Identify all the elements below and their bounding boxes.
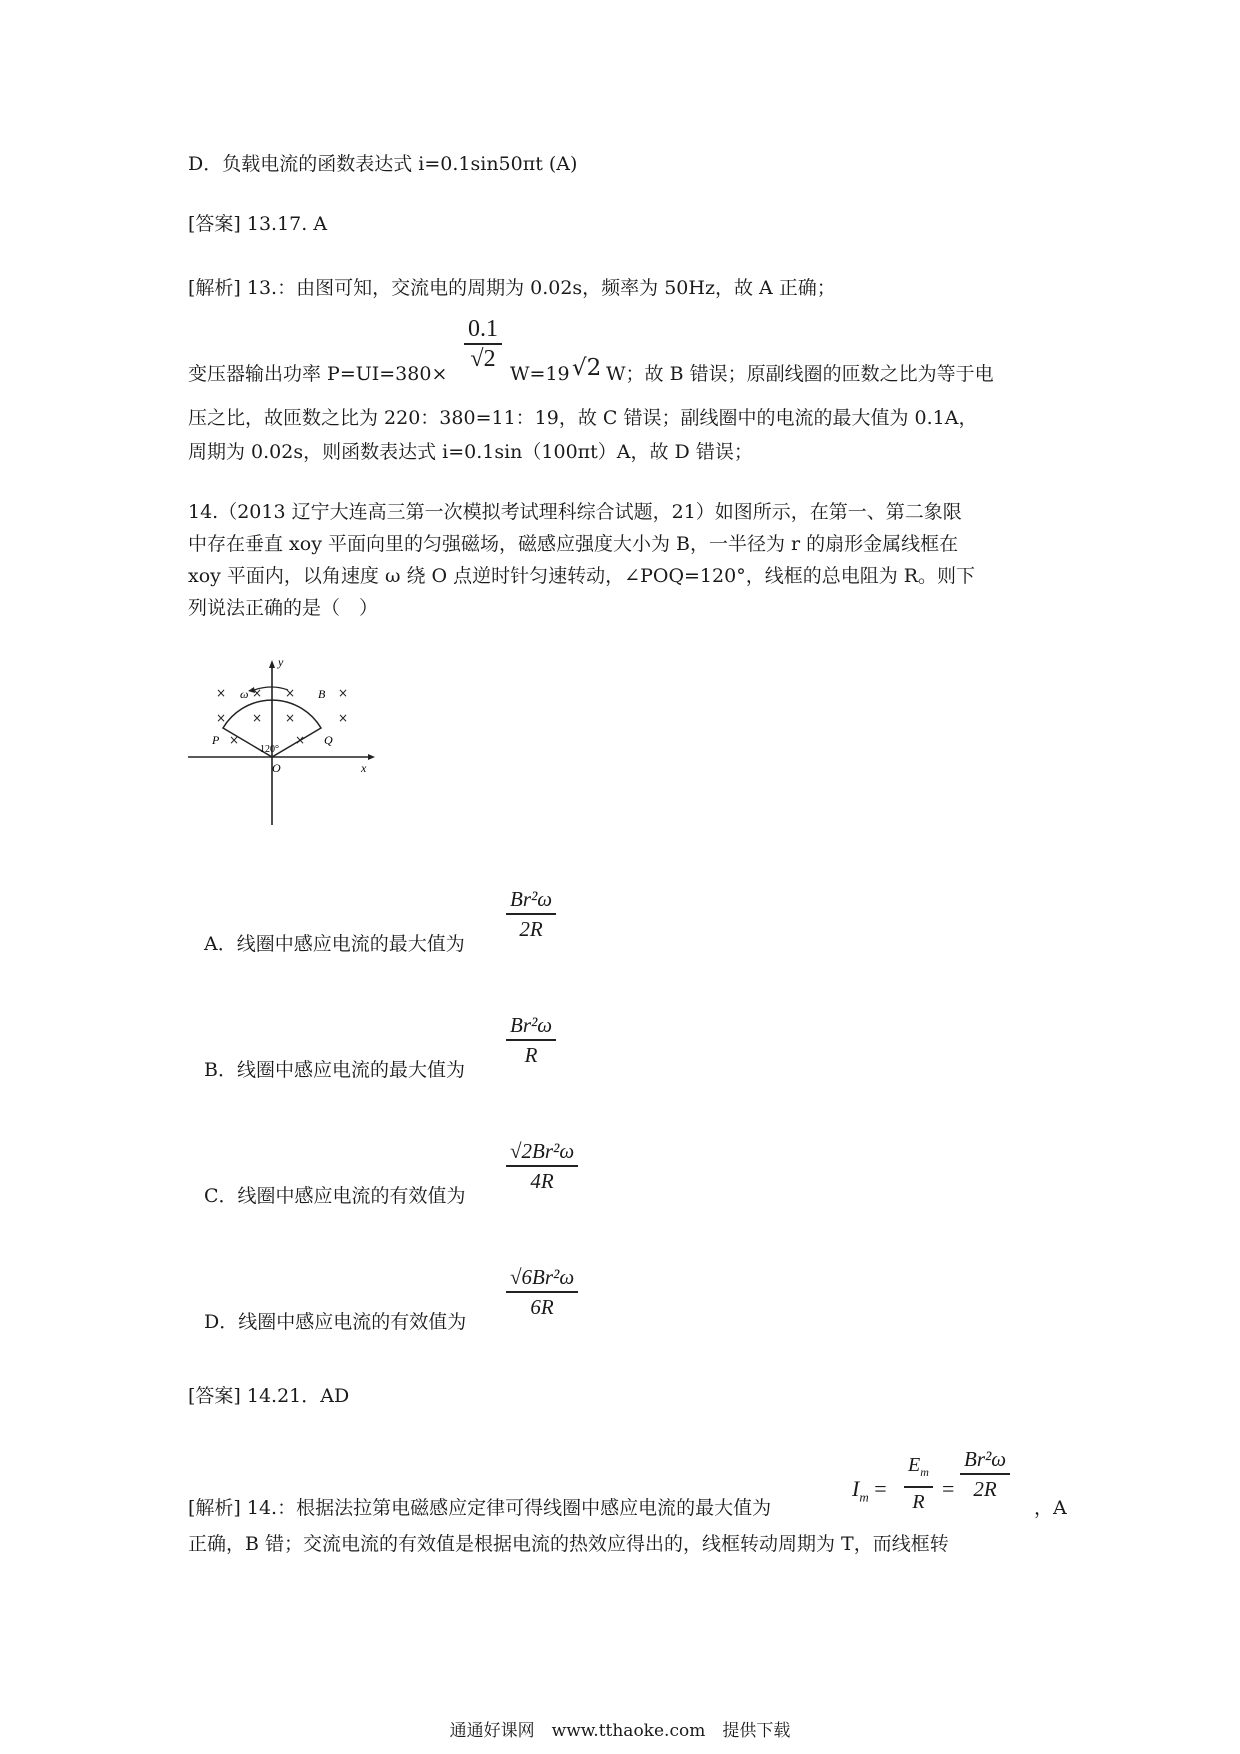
q14-option-b-fraction bbox=[506, 1012, 556, 1068]
y-axis-label: y bbox=[278, 655, 284, 669]
y-axis-arrow bbox=[269, 660, 275, 668]
q14-option-c: C．线圈中感应电流的有效值为 bbox=[204, 1185, 466, 1207]
fraction-bar bbox=[464, 343, 502, 345]
fraction-bar bbox=[960, 1473, 1010, 1475]
formula-equals: = bbox=[942, 1476, 955, 1501]
q13-option-d: D．负载电流的函数表达式 i=0.1sin50πt (A) bbox=[188, 153, 578, 175]
fraction-bar bbox=[506, 913, 556, 915]
q14-option-a-fraction bbox=[506, 886, 556, 942]
omega-label: ω bbox=[240, 687, 249, 701]
fraction-bar bbox=[506, 1291, 578, 1293]
q14-option-a: A．线圈中感应电流的最大值为 bbox=[204, 933, 465, 955]
q14-analysis-line1: [解析] 14.：根据法拉第电磁感应定律可得线圈中感应电流的最大值为 bbox=[188, 1497, 772, 1519]
field-cross-mark: × bbox=[252, 686, 263, 700]
formula-lhs: $I_m$ = bbox=[852, 1476, 887, 1505]
q13-analysis-line1: [解析] 13.：由图可知，交流电的周期为 0.02s，频率为 50Hz，故 A 正确； bbox=[188, 277, 836, 299]
q14-stem-line2: 中存在垂直 xoy 平面向里的匀强磁场，磁感应强度大小为 B，一半径为 r 的扇形金属线框在 bbox=[188, 533, 959, 555]
fraction-bar bbox=[506, 1039, 556, 1041]
fraction-denominator: 2R bbox=[973, 1477, 997, 1501]
fraction-bar bbox=[506, 1165, 578, 1167]
x-axis-arrow bbox=[368, 754, 375, 760]
fraction-denominator: 2R bbox=[519, 917, 543, 941]
q14-option-d: D．线圈中感应电流的有效值为 bbox=[204, 1311, 467, 1333]
fraction-numerator bbox=[904, 1452, 933, 1485]
q13-answer: [答案] 13.17. A bbox=[188, 213, 328, 235]
q14-stem-line3: xoy 平面内，以角速度 ω 绕 O 点逆时针匀速转动，∠POQ=120°，线框的总电阻为 R。则下 bbox=[188, 565, 976, 587]
q14-answer: [答案] 14.21．AD bbox=[188, 1385, 350, 1407]
sector-magnetic-field-figure bbox=[188, 650, 378, 825]
q14-option-d-fraction bbox=[506, 1264, 578, 1320]
angle-label: 120° bbox=[260, 744, 279, 755]
q13-analysis-line2b: W=19 bbox=[510, 363, 570, 385]
fraction-numerator: Br²ω bbox=[964, 1447, 1007, 1471]
fraction-denominator: R bbox=[912, 1491, 925, 1513]
field-cross-mark: × bbox=[216, 686, 227, 700]
q13-analysis-line2c: W；故 B 错误；原副线圈的匝数之比为等于电 bbox=[606, 363, 994, 385]
fraction-numerator: Br²ω bbox=[510, 1013, 553, 1037]
formula-lhs-subscript: m bbox=[859, 1489, 869, 1505]
fraction-numerator: √6Br²ω bbox=[510, 1265, 575, 1289]
formula-em-symbol: E bbox=[908, 1454, 921, 1476]
q13-analysis-line2a: 变压器输出功率 P=UI=380× bbox=[188, 363, 448, 385]
field-cross-mark: × bbox=[295, 733, 306, 747]
q14-stem-line1: 14.（2013 辽宁大连高三第一次模拟考试理科综合试题，21）如图所示，在第一、第二象限 bbox=[188, 501, 962, 523]
q14-option-c-fraction bbox=[506, 1138, 578, 1194]
field-cross-mark: × bbox=[285, 711, 296, 725]
field-cross-mark: × bbox=[252, 711, 263, 725]
fraction-denominator: √2 bbox=[470, 346, 496, 372]
q13-analysis-line4: 周期为 0.02s，则函数表达式 i=0.1sin（100πt）A，故 D 错误； bbox=[188, 441, 753, 463]
q13-sqrt2: √2 bbox=[572, 355, 602, 381]
fraction-numerator: 0.1 bbox=[468, 316, 498, 342]
p-label: P bbox=[212, 733, 220, 747]
origin-label: O bbox=[272, 761, 281, 775]
field-cross-mark: × bbox=[338, 711, 349, 725]
q14-analysis-line1-tail: ，A bbox=[1034, 1497, 1067, 1519]
x-axis-label: x bbox=[361, 761, 367, 775]
q-label: Q bbox=[324, 733, 333, 747]
q13-power-fraction bbox=[464, 316, 502, 372]
field-cross-mark: × bbox=[216, 711, 227, 725]
fraction-bar bbox=[904, 1486, 933, 1488]
fraction-denominator: 6R bbox=[530, 1295, 554, 1319]
q13-analysis-line3: 压之比，故匝数之比为 220：380=11：19，故 C 错误；副线圈中的电流的最大值为 0.1A， bbox=[188, 407, 978, 429]
fraction-denominator: R bbox=[524, 1043, 538, 1067]
fraction-numerator: √2Br²ω bbox=[510, 1139, 575, 1163]
formula-lhs-symbol: I bbox=[852, 1476, 860, 1501]
fraction-denominator: 4R bbox=[530, 1169, 554, 1193]
field-cross-mark: × bbox=[338, 686, 349, 700]
q14-stem-line4: 列说法正确的是（ ） bbox=[188, 597, 379, 619]
q14-analysis-line2: 正确，B 错；交流电流的有效值是根据电流的热效应得出的，线框转动周期为 T，而线框转 bbox=[188, 1533, 949, 1555]
field-cross-mark: × bbox=[229, 733, 240, 747]
q14-option-b: B．线圈中感应电流的最大值为 bbox=[204, 1059, 465, 1081]
formula-rhs-fraction bbox=[960, 1446, 1010, 1502]
fraction-numerator: Br²ω bbox=[510, 887, 553, 911]
formula-em-subscript: m bbox=[920, 1465, 929, 1479]
formula-em-over-r bbox=[904, 1452, 933, 1515]
page-footer: 通通好课网 www.tthaoke.com 提供下载 bbox=[449, 1721, 791, 1741]
field-cross-mark: × bbox=[285, 686, 296, 700]
field-b-label: B bbox=[318, 687, 326, 701]
